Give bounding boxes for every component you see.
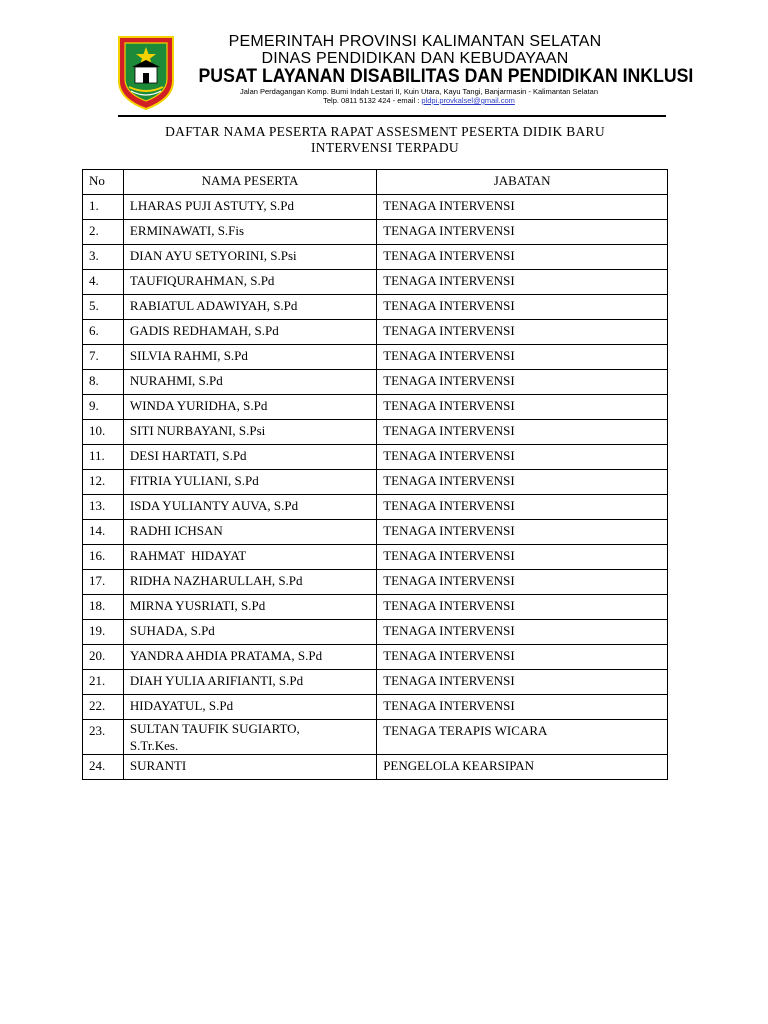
table-row	[83, 245, 668, 270]
cell-no: 3.	[83, 245, 124, 270]
cell-name: MIRNA YUSRIATI, S.Pd	[123, 595, 376, 620]
cell-position: TENAGA INTERVENSI	[377, 520, 668, 545]
cell-position: PENGELOLA KEARSIPAN	[377, 755, 668, 780]
table-row	[83, 645, 668, 670]
table-row	[83, 595, 668, 620]
cell-no: 22.	[83, 695, 124, 720]
table-row	[83, 495, 668, 520]
cell-name: SILVIA RAHMI, S.Pd	[123, 345, 376, 370]
cell-name: HIDAYATUL, S.Pd	[123, 695, 376, 720]
cell-name: RADHI ICHSAN	[123, 520, 376, 545]
cell-position: TENAGA INTERVENSI	[377, 345, 668, 370]
cell-name: DIAH YULIA ARIFIANTI, S.Pd	[123, 670, 376, 695]
letterhead-divider	[118, 115, 666, 117]
cell-name: YANDRA AHDIA PRATAMA, S.Pd	[123, 645, 376, 670]
table-header-row	[83, 170, 668, 195]
document-title: DAFTAR NAMA PESERTA RAPAT ASSESMENT PESERTA DIDIK BARU	[165, 124, 605, 139]
cell-no: 10.	[83, 420, 124, 445]
cell-name: RAHMAT HIDAYAT	[123, 545, 376, 570]
letterhead-department: DINAS PENDIDIKAN DAN KEBUDAYAAN	[261, 50, 569, 67]
cell-name: FITRIA YULIANI, S.Pd	[123, 470, 376, 495]
cell-no: 18.	[83, 595, 124, 620]
cell-no: 7.	[83, 345, 124, 370]
cell-no: 17.	[83, 570, 124, 595]
cell-name: LHARAS PUJI ASTUTY, S.Pd	[123, 195, 376, 220]
cell-no: 19.	[83, 620, 124, 645]
cell-no: 6.	[83, 320, 124, 345]
table-row	[83, 720, 668, 755]
cell-no: 24.	[83, 755, 124, 780]
cell-position: TENAGA TERAPIS WICARA	[377, 720, 668, 755]
cell-position: TENAGA INTERVENSI	[377, 420, 668, 445]
cell-name: TAUFIQURAHMAN, S.Pd	[123, 270, 376, 295]
cell-name: WINDA YURIDHA, S.Pd	[123, 395, 376, 420]
table-row	[83, 670, 668, 695]
cell-position: TENAGA INTERVENSI	[377, 195, 668, 220]
cell-name-line1: SULTAN TAUFIK SUGIARTO,	[129, 721, 300, 736]
table-row	[83, 570, 668, 595]
cell-no: 11.	[83, 445, 124, 470]
table-row	[83, 220, 668, 245]
cell-no: 4.	[83, 270, 124, 295]
table-row	[83, 395, 668, 420]
cell-name: SURANTI	[123, 755, 376, 780]
cell-no: 20.	[83, 645, 124, 670]
table-row	[83, 195, 668, 220]
document-subtitle: INTERVENSI TERPADU	[311, 140, 459, 155]
cell-name: DIAN AYU SETYORINI, S.Psi	[123, 245, 376, 270]
cell-position: TENAGA INTERVENSI	[377, 570, 668, 595]
cell-position: TENAGA INTERVENSI	[377, 270, 668, 295]
cell-no: 9.	[83, 395, 124, 420]
cell-position: TENAGA INTERVENSI	[377, 295, 668, 320]
cell-no: 23.	[83, 720, 124, 755]
header-name: NAMA PESERTA	[123, 170, 376, 195]
cell-position: TENAGA INTERVENSI	[377, 470, 668, 495]
cell-name: DESI HARTATI, S.Pd	[123, 445, 376, 470]
cell-position: TENAGA INTERVENSI	[377, 245, 668, 270]
cell-position: TENAGA INTERVENSI	[377, 645, 668, 670]
cell-position: TENAGA INTERVENSI	[377, 395, 668, 420]
table-row	[83, 695, 668, 720]
letterhead-government: PEMERINTAH PROVINSI KALIMANTAN SELATAN	[228, 33, 602, 50]
table-row	[83, 470, 668, 495]
table-row	[83, 420, 668, 445]
cell-position: TENAGA INTERVENSI	[377, 620, 668, 645]
table-row	[83, 270, 668, 295]
letterhead-contact	[185, 96, 653, 105]
participants-table	[82, 169, 668, 780]
cell-position: TENAGA INTERVENSI	[377, 695, 668, 720]
cell-name: RABIATUL ADAWIYAH, S.Pd	[123, 295, 376, 320]
cell-no: 13.	[83, 495, 124, 520]
cell-no: 2.	[83, 220, 124, 245]
letterhead-address: Jalan Perdagangan Komp. Bumi Indah Lestari II, Kuin Utara, Kayu Tangi, Banjarmasin - Kalimantan Selatan	[240, 87, 598, 96]
cell-position: TENAGA INTERVENSI	[377, 370, 668, 395]
cell-no: 1.	[83, 195, 124, 220]
cell-name: NURAHMI, S.Pd	[123, 370, 376, 395]
cell-no: 16.	[83, 545, 124, 570]
cell-name: GADIS REDHAMAH, S.Pd	[123, 320, 376, 345]
cell-position: TENAGA INTERVENSI	[377, 545, 668, 570]
cell-name: ISDA YULIANTY AUVA, S.Pd	[123, 495, 376, 520]
table-row	[83, 345, 668, 370]
cell-name-line2: S.Tr.Kes.	[129, 738, 179, 753]
cell-position: TENAGA INTERVENSI	[377, 445, 668, 470]
cell-no: 5.	[83, 295, 124, 320]
cell-position: TENAGA INTERVENSI	[377, 220, 668, 245]
cell-name: ERMINAWATI, S.Fis	[123, 220, 376, 245]
table-row	[83, 295, 668, 320]
table-row	[83, 520, 668, 545]
letterhead-email-link[interactable]: pldpi.provkalsel@gmail.com	[421, 96, 515, 105]
header-no: No	[83, 170, 124, 195]
cell-no: 14.	[83, 520, 124, 545]
cell-no: 12.	[83, 470, 124, 495]
cell-name: SITI NURBAYANI, S.Psi	[123, 420, 376, 445]
header-position: JABATAN	[377, 170, 668, 195]
letterhead-telp: Telp. 0811 5132 424 - email :	[323, 96, 422, 105]
table-row	[83, 545, 668, 570]
cell-no: 21.	[83, 670, 124, 695]
cell-no: 8.	[83, 370, 124, 395]
cell-position: TENAGA INTERVENSI	[377, 595, 668, 620]
cell-name	[123, 720, 376, 755]
cell-name: RIDHA NAZHARULLAH, S.Pd	[123, 570, 376, 595]
table-row	[83, 620, 668, 645]
cell-position: TENAGA INTERVENSI	[377, 495, 668, 520]
table-row	[83, 320, 668, 345]
cell-position: TENAGA INTERVENSI	[377, 320, 668, 345]
cell-position: TENAGA INTERVENSI	[377, 670, 668, 695]
table-row	[83, 370, 668, 395]
table-row	[83, 755, 668, 780]
table-row	[83, 445, 668, 470]
provincial-emblem-icon	[115, 33, 177, 111]
cell-name: SUHADA, S.Pd	[123, 620, 376, 645]
letterhead-institution: PUSAT LAYANAN DISABILITAS DAN PENDIDIKAN INKLUSI	[198, 66, 694, 87]
